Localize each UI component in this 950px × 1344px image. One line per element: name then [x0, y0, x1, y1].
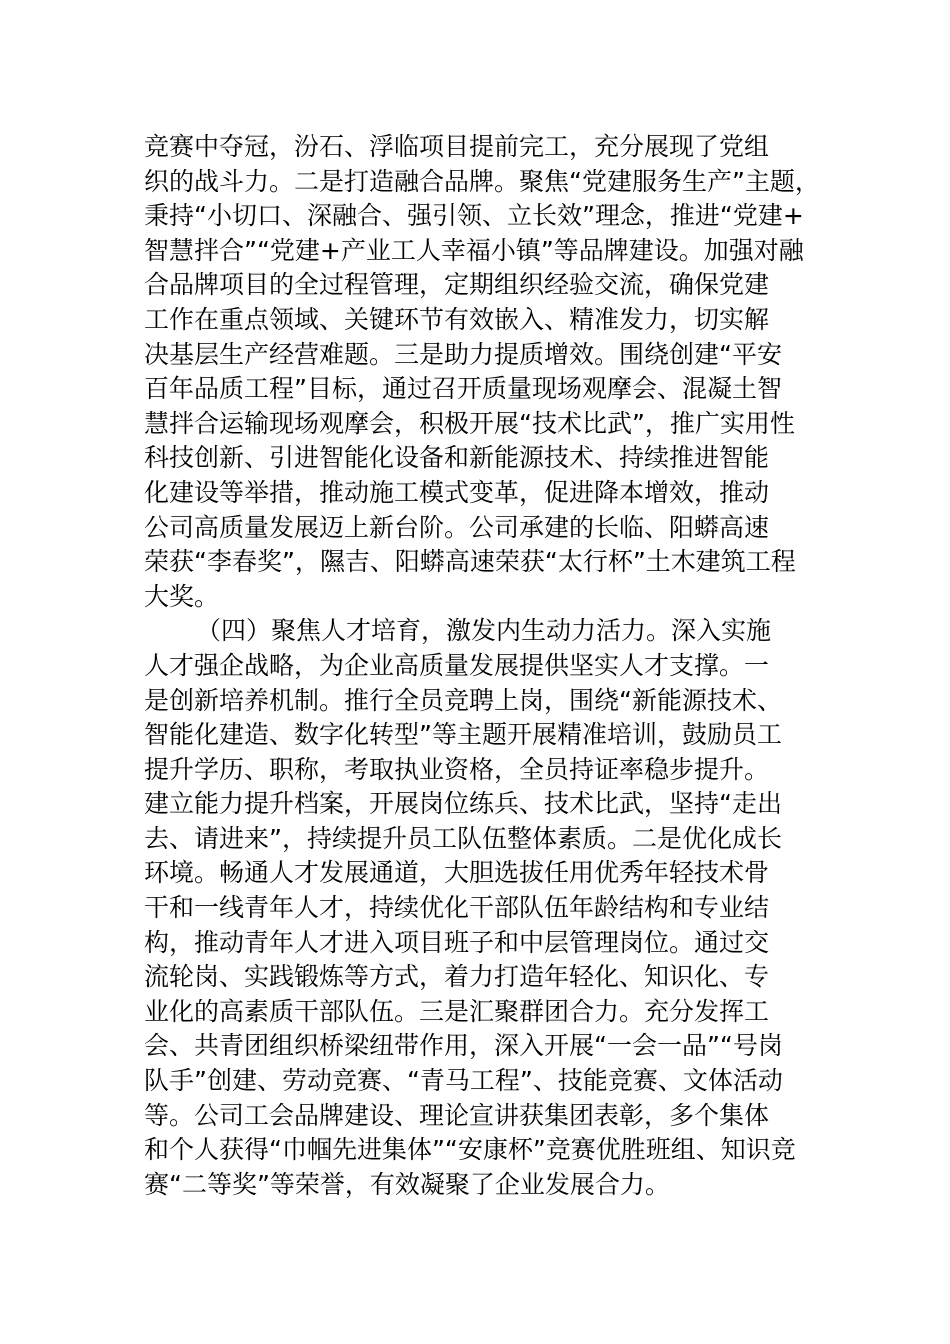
text-line: 智慧拌合”“党建+产业工人幸福小镇”等品牌建设。加强对融 — [144, 235, 804, 265]
text-line: 流轮岗、实践锻炼等方式，着力打造年轻化、知识化、专 — [144, 962, 770, 992]
text-line: 干和一线青年人才，持续优化干部队伍年龄结构和专业结 — [144, 893, 770, 923]
text-line: 是创新培养机制。推行全员竞聘上岗，围绕“新能源技术、 — [144, 685, 782, 715]
text-line: 竞赛中夺冠，汾石、浮临项目提前完工，充分展现了党组 — [144, 132, 770, 161]
text-line: 百年品质工程”目标，通过召开质量现场观摩会、混凝土智 — [144, 374, 782, 404]
text-line: 织的战斗力。二是打造融合品牌。聚焦“党建服务生产”主题， — [144, 166, 820, 196]
text-line: 荣获“李春奖”，隰吉、阳蟒高速荣获“太行杯”土木建筑工程 — [144, 547, 796, 577]
text-line: 建立能力提升档案，开展岗位练兵、技术比武，坚持“走出 — [144, 789, 782, 819]
document-body — [144, 130, 844, 1202]
text-line: 提升学历、职称，考取执业资格，全员持证率稳步提升。 — [144, 754, 770, 784]
text-line: 科技创新、引进智能化设备和新能源技术、持续推进智能 — [144, 443, 770, 473]
text-line: 和个人获得“巾帼先进集体”“安康杯”竞赛优胜班组、知识竞 — [144, 1135, 796, 1165]
text-line: 决基层生产经营难题。三是助力提质增效。围绕创建“平安 — [144, 339, 782, 369]
text-line: 构，推动青年人才进入项目班子和中层管理岗位。通过交 — [144, 927, 770, 957]
text-line: 公司高质量发展迈上新台阶。公司承建的长临、阳蟒高速 — [144, 512, 770, 542]
text-line: 化建设等举措，推动施工模式变革，促进降本增效，推动 — [144, 477, 770, 507]
text-line: 业化的高素质干部队伍。三是汇聚群团合力。充分发挥工 — [144, 996, 770, 1026]
text-line: 慧拌合运输现场观摩会，积极开展“技术比武”，推广实用性 — [144, 408, 795, 438]
text-line: 等。公司工会品牌建设、理论宣讲获集团表彰，多个集体 — [144, 1100, 770, 1130]
section-heading-line: （四）聚焦人才培育，激发内生动力活力。深入实施 — [196, 616, 772, 646]
text-line: 合品牌项目的全过程管理，定期组织经验交流，确保党建 — [144, 270, 770, 300]
text-line: 工作在重点领域、关键环节有效嵌入、精准发力，切实解 — [144, 304, 770, 334]
text-line: 智能化建造、数字化转型”等主题开展精准培训，鼓励员工 — [144, 720, 782, 750]
text-line: 赛“二等奖”等荣誉，有效凝聚了企业发展合力。 — [144, 1169, 670, 1199]
text-line: 人才强企战略，为企业高质量发展提供坚实人才支撑。一 — [144, 650, 770, 680]
text-line: 去、请进来”，持续提升员工队伍整体素质。二是优化成长 — [144, 823, 782, 853]
text-line: 秉持“小切口、深融合、强引领、立长效”理念，推进“党建+ — [144, 201, 804, 231]
text-line: 环境。畅通人才发展通道，大胆选拔任用优秀年轻技术骨 — [144, 858, 770, 888]
text-line: 队手”创建、劳动竞赛、“青马工程”、技能竞赛、文体活动 — [144, 1066, 783, 1096]
text-line: 会、共青团组织桥梁纽带作用，深入开展“一会一品”“号岗 — [144, 1031, 783, 1061]
text-line: 大奖。 — [144, 581, 220, 611]
